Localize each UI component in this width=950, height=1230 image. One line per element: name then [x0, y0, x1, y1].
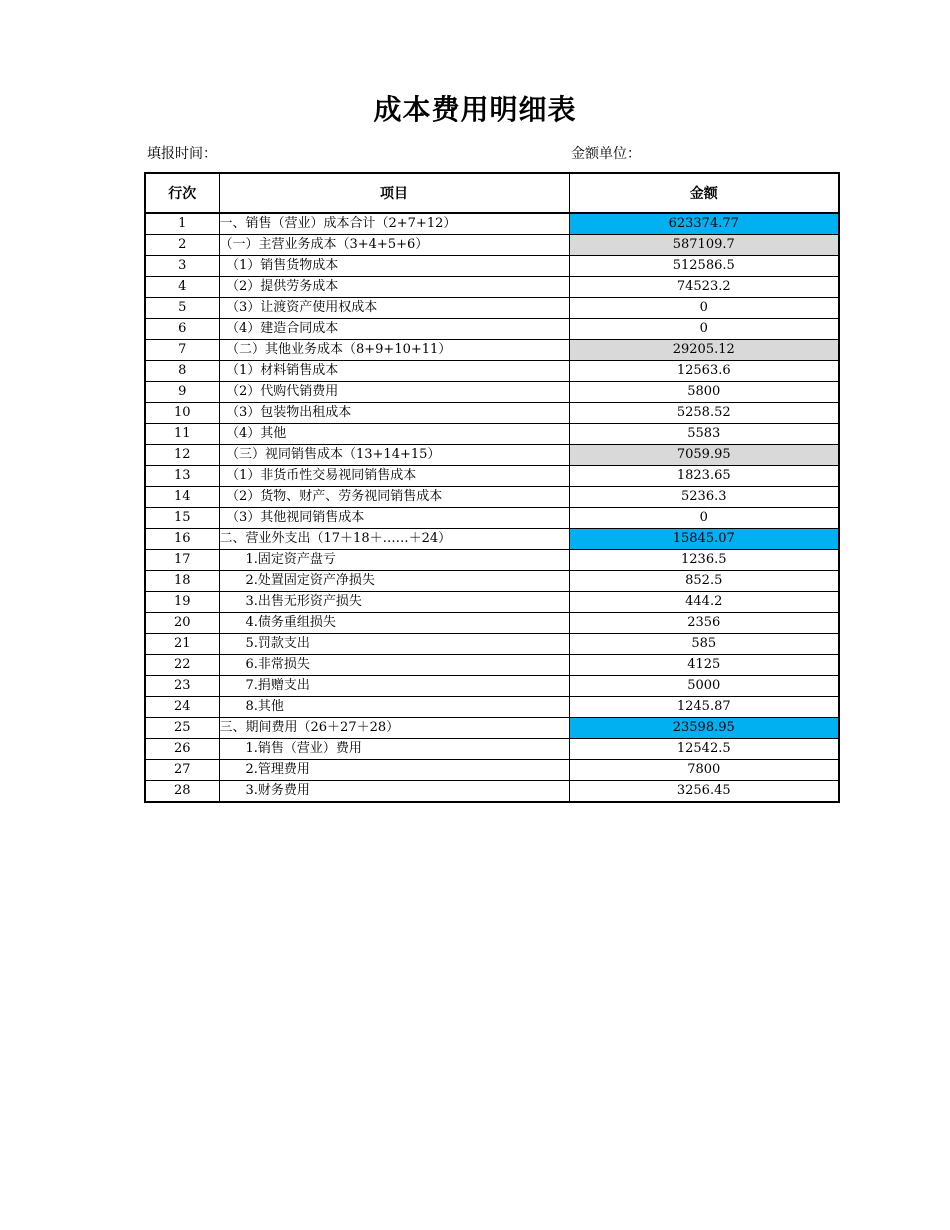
row-number-cell[interactable]: 10 — [145, 403, 219, 424]
amount-cell[interactable]: 1245.87 — [569, 697, 839, 718]
amount-cell[interactable]: 0 — [569, 298, 839, 319]
item-cell[interactable]: （3）让渡资产使用权成本 — [219, 298, 569, 319]
item-cell[interactable]: （4）建造合同成本 — [219, 319, 569, 340]
amount-cell[interactable]: 15845.07 — [569, 529, 839, 550]
table-row — [145, 718, 839, 739]
row-number-cell[interactable]: 25 — [145, 718, 219, 739]
amount-cell[interactable]: 3256.45 — [569, 781, 839, 803]
amount-cell[interactable]: 0 — [569, 319, 839, 340]
row-number-cell[interactable]: 27 — [145, 760, 219, 781]
table-row — [145, 403, 839, 424]
amount-cell[interactable]: 5000 — [569, 676, 839, 697]
row-number-cell[interactable]: 23 — [145, 676, 219, 697]
item-cell[interactable]: （1）销售货物成本 — [219, 256, 569, 277]
header-item: 项目 — [219, 173, 569, 213]
item-cell[interactable]: 5.罚款支出 — [219, 634, 569, 655]
table-row — [145, 592, 839, 613]
item-cell[interactable]: 1.销售（营业）费用 — [219, 739, 569, 760]
item-cell[interactable]: （1）材料销售成本 — [219, 361, 569, 382]
amount-cell[interactable]: 585 — [569, 634, 839, 655]
header-row — [145, 173, 839, 213]
row-number-cell[interactable]: 1 — [145, 213, 219, 235]
amount-cell[interactable]: 5258.52 — [569, 403, 839, 424]
page-title: 成本费用明细表 — [373, 93, 577, 126]
row-number-cell[interactable]: 5 — [145, 298, 219, 319]
table-row — [145, 571, 839, 592]
header-amount: 金额 — [569, 173, 839, 213]
item-cell[interactable]: 三、期间费用（26＋27＋28） — [219, 718, 569, 739]
table-row — [145, 697, 839, 718]
amount-cell[interactable]: 623374.77 — [569, 213, 839, 235]
item-cell[interactable]: （一）主营业务成本（3+4+5+6） — [219, 235, 569, 256]
table-row — [145, 213, 839, 235]
table-row — [145, 487, 839, 508]
row-number-cell[interactable]: 7 — [145, 340, 219, 361]
table-row — [145, 466, 839, 487]
item-cell[interactable]: （2）代购代销费用 — [219, 382, 569, 403]
item-cell[interactable]: 2.管理费用 — [219, 760, 569, 781]
amount-cell[interactable]: 12542.5 — [569, 739, 839, 760]
table-row — [145, 781, 839, 803]
table-row — [145, 298, 839, 319]
table-row — [145, 634, 839, 655]
header-row-number: 行次 — [145, 173, 219, 213]
amount-cell[interactable]: 12563.6 — [569, 361, 839, 382]
row-number-cell[interactable]: 9 — [145, 382, 219, 403]
row-number-cell[interactable]: 8 — [145, 361, 219, 382]
amount-cell[interactable]: 23598.95 — [569, 718, 839, 739]
row-number-cell[interactable]: 4 — [145, 277, 219, 298]
table-row — [145, 424, 839, 445]
row-number-cell[interactable]: 18 — [145, 571, 219, 592]
cost-expense-table — [144, 172, 840, 803]
table-row — [145, 361, 839, 382]
amount-cell[interactable]: 5583 — [569, 424, 839, 445]
amount-cell[interactable]: 7800 — [569, 760, 839, 781]
row-number-cell[interactable]: 16 — [145, 529, 219, 550]
item-cell[interactable]: 6.非常损失 — [219, 655, 569, 676]
item-cell[interactable]: 3.出售无形资产损失 — [219, 592, 569, 613]
table-row — [145, 256, 839, 277]
amount-cell[interactable]: 5236.3 — [569, 487, 839, 508]
row-number-cell[interactable]: 19 — [145, 592, 219, 613]
row-number-cell[interactable]: 6 — [145, 319, 219, 340]
row-number-cell[interactable]: 12 — [145, 445, 219, 466]
row-number-cell[interactable]: 21 — [145, 634, 219, 655]
row-number-cell[interactable]: 2 — [145, 235, 219, 256]
item-cell[interactable]: 3.财务费用 — [219, 781, 569, 803]
table-row — [145, 235, 839, 256]
table-row — [145, 529, 839, 550]
table-row — [145, 613, 839, 634]
table-row — [145, 550, 839, 571]
item-cell[interactable]: 二、营业外支出（17＋18＋……＋24） — [219, 529, 569, 550]
row-number-cell[interactable]: 11 — [145, 424, 219, 445]
amount-cell[interactable]: 587109.7 — [569, 235, 839, 256]
item-cell[interactable]: （4）其他 — [219, 424, 569, 445]
row-number-cell[interactable]: 22 — [145, 655, 219, 676]
table-row — [145, 676, 839, 697]
table-row — [145, 319, 839, 340]
amount-cell[interactable]: 74523.2 — [569, 277, 839, 298]
amount-cell[interactable]: 852.5 — [569, 571, 839, 592]
table-row — [145, 382, 839, 403]
table-row — [145, 508, 839, 529]
table-row — [145, 655, 839, 676]
amount-cell[interactable]: 444.2 — [569, 592, 839, 613]
row-number-cell[interactable]: 26 — [145, 739, 219, 760]
item-cell[interactable]: （三）视同销售成本（13+14+15） — [219, 445, 569, 466]
amount-cell[interactable]: 1823.65 — [569, 466, 839, 487]
item-cell[interactable]: 1.固定资产盘亏 — [219, 550, 569, 571]
amount-cell[interactable]: 0 — [569, 508, 839, 529]
row-number-cell[interactable]: 13 — [145, 466, 219, 487]
item-cell[interactable]: （3）包装物出租成本 — [219, 403, 569, 424]
table-row — [145, 760, 839, 781]
amount-cell[interactable]: 2356 — [569, 613, 839, 634]
item-cell[interactable]: （2）提供劳务成本 — [219, 277, 569, 298]
amount-cell[interactable]: 5800 — [569, 382, 839, 403]
row-number-cell[interactable]: 17 — [145, 550, 219, 571]
amount-cell[interactable]: 4125 — [569, 655, 839, 676]
amount-unit-label: 金额单位： — [571, 146, 641, 162]
item-cell[interactable]: （2）货物、财产、劳务视同销售成本 — [219, 487, 569, 508]
table-row — [145, 340, 839, 361]
table-row — [145, 739, 839, 760]
row-number-cell[interactable]: 28 — [145, 781, 219, 803]
row-number-cell[interactable]: 24 — [145, 697, 219, 718]
table-row — [145, 445, 839, 466]
item-cell[interactable]: （3）其他视同销售成本 — [219, 508, 569, 529]
item-cell[interactable]: 8.其他 — [219, 697, 569, 718]
item-cell[interactable]: 7.捐赠支出 — [219, 676, 569, 697]
row-number-cell[interactable]: 14 — [145, 487, 219, 508]
amount-cell[interactable]: 29205.12 — [569, 340, 839, 361]
amount-cell[interactable]: 7059.95 — [569, 445, 839, 466]
amount-cell[interactable]: 1236.5 — [569, 550, 839, 571]
row-number-cell[interactable]: 15 — [145, 508, 219, 529]
item-cell[interactable]: （二）其他业务成本（8+9+10+11） — [219, 340, 569, 361]
item-cell[interactable]: 4.债务重组损失 — [219, 613, 569, 634]
item-cell[interactable]: 一、销售（营业）成本合计（2+7+12） — [219, 213, 569, 235]
row-number-cell[interactable]: 20 — [145, 613, 219, 634]
item-cell[interactable]: （1）非货币性交易视同销售成本 — [219, 466, 569, 487]
table-row — [145, 277, 839, 298]
row-number-cell[interactable]: 3 — [145, 256, 219, 277]
amount-cell[interactable]: 512586.5 — [569, 256, 839, 277]
item-cell[interactable]: 2.处置固定资产净损失 — [219, 571, 569, 592]
fill-time-label: 填报时间： — [147, 146, 217, 162]
